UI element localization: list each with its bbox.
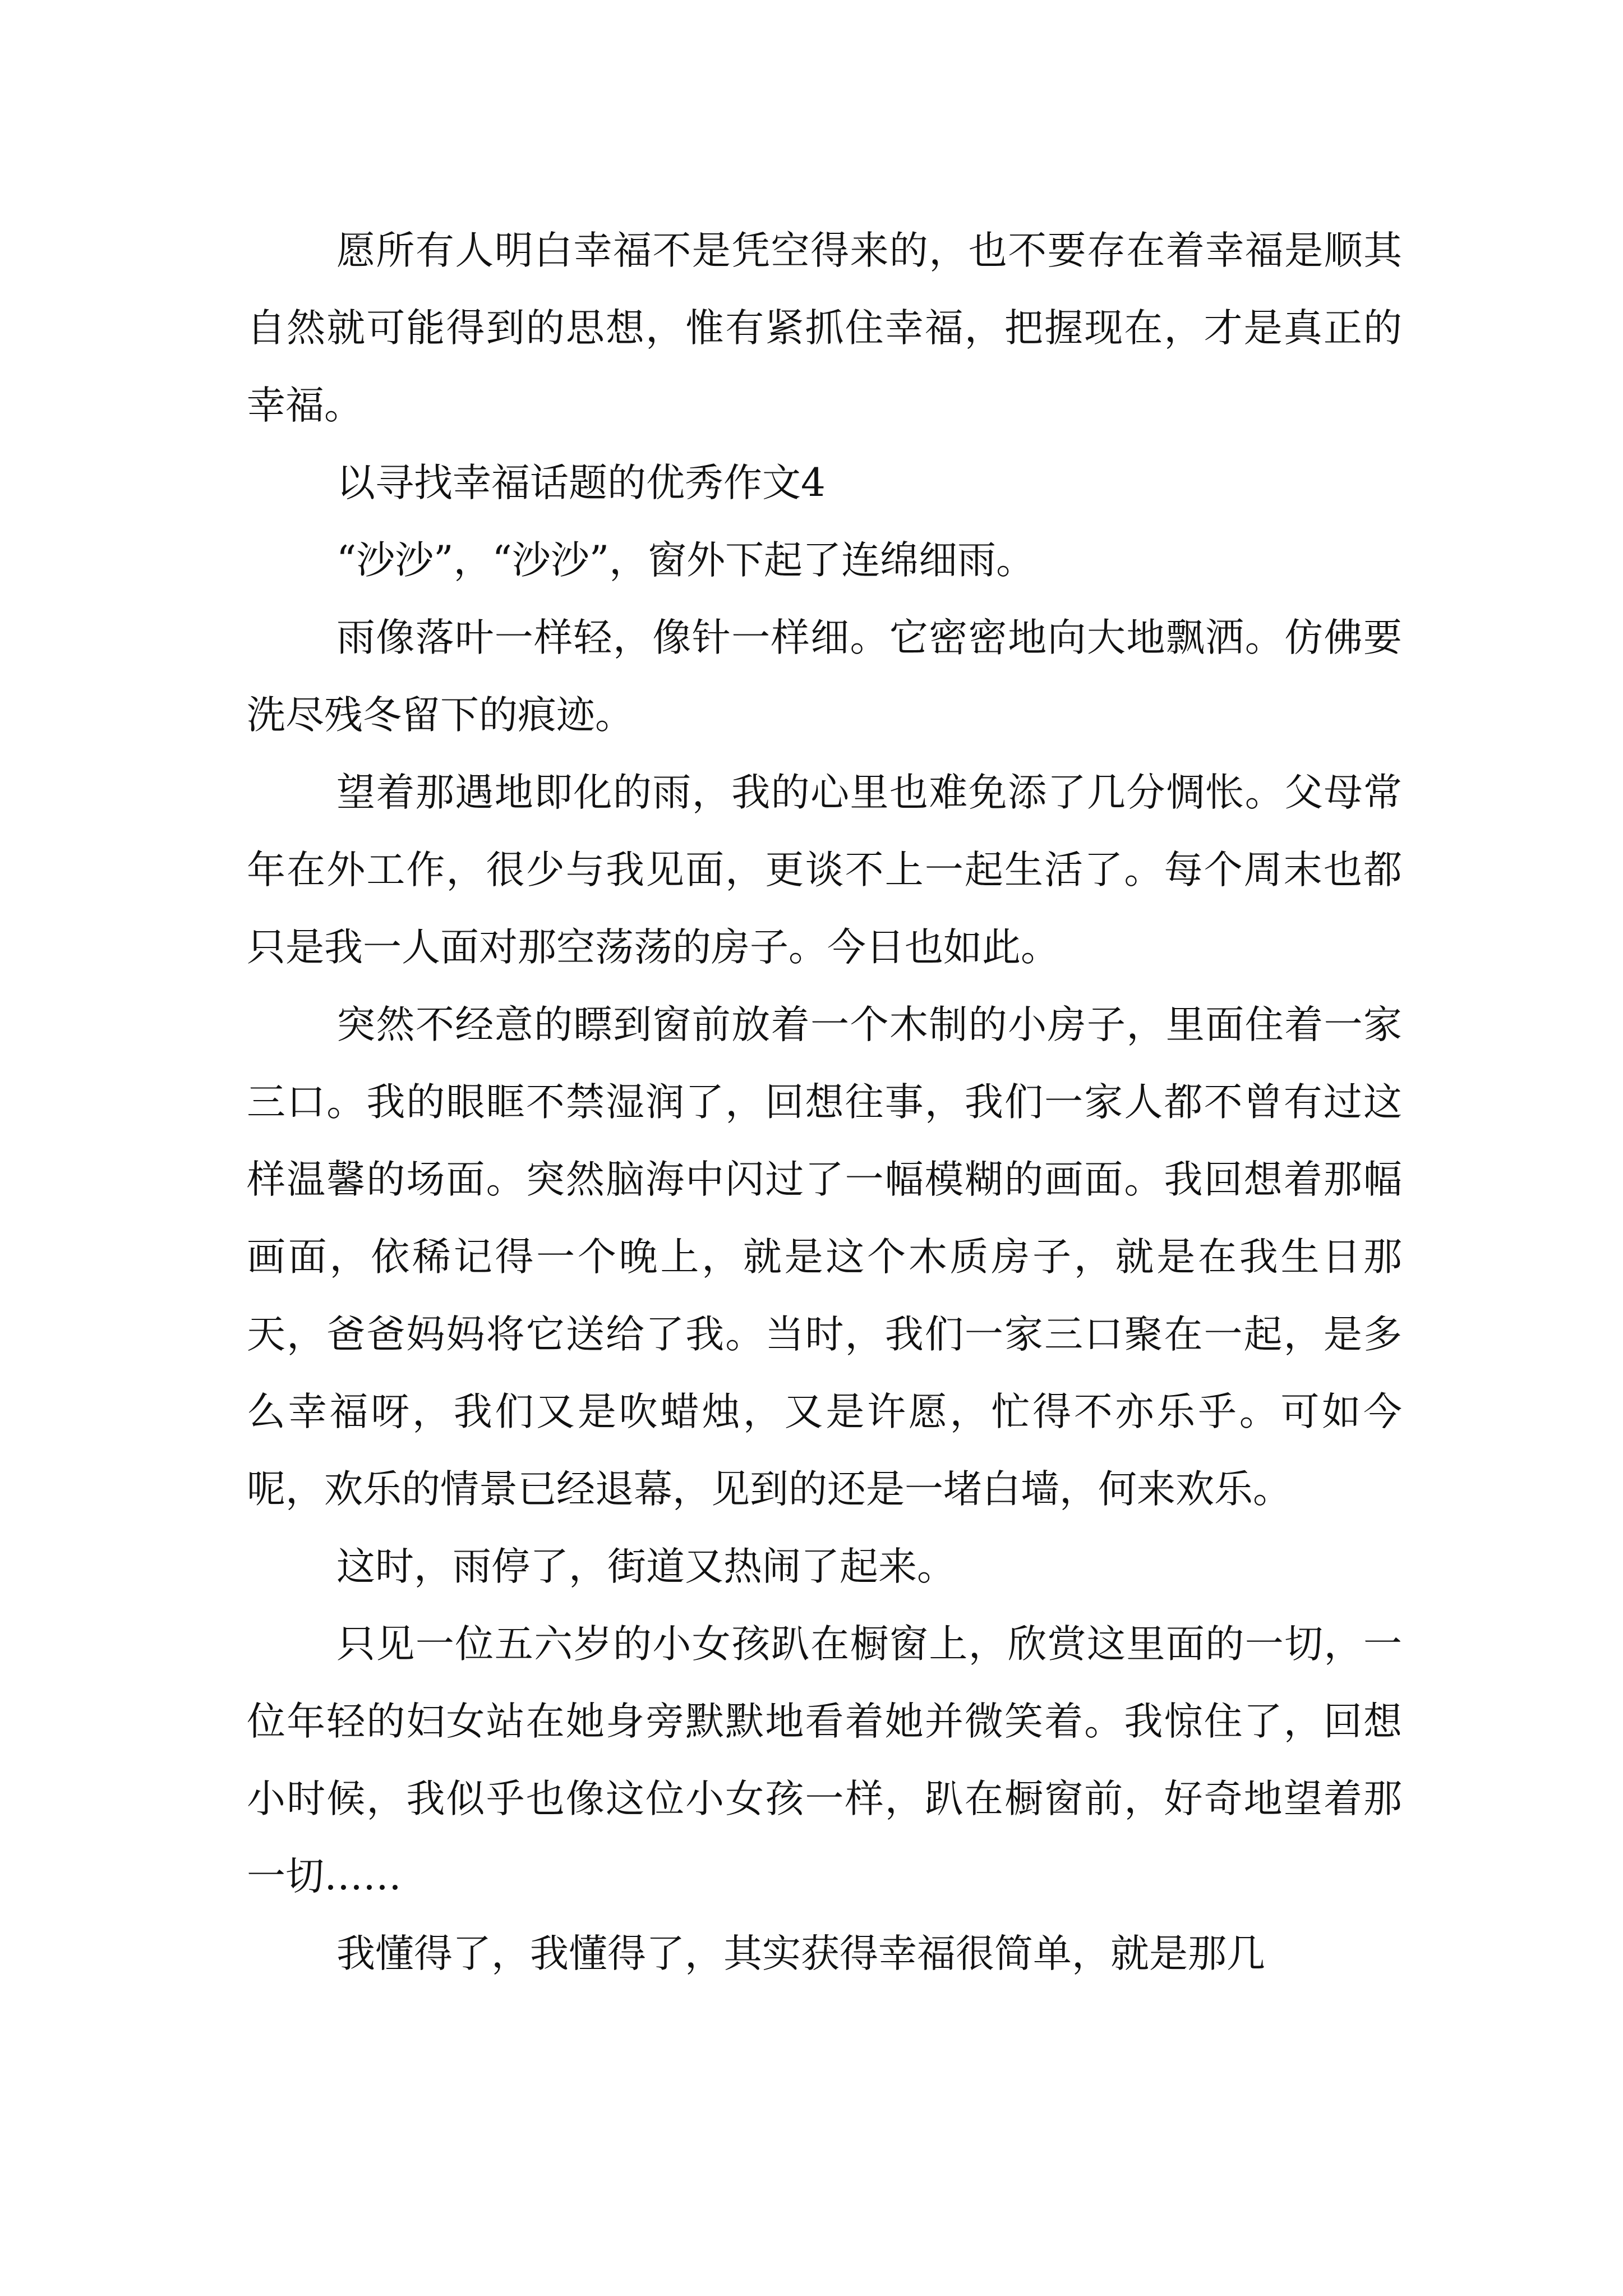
paragraph-2: “沙沙”，“沙沙”，窗外下起了连绵细雨。 xyxy=(336,538,1035,583)
section-heading: 以寻找幸福话题的优秀作文4 xyxy=(336,461,826,505)
paragraph-6: 这时，雨停了，街道又热闹了起来。 xyxy=(336,1544,956,1589)
paragraph-4: 望着那遇地即化的雨，我的心里也难免添了几分惆怅。父母常年在外工作，很少与我见面，更谈不上一起生活了。每个周末也都只是我一人面对那空荡荡的房子。今日也如此。 xyxy=(247,770,1402,970)
paragraph-5: 突然不经意的瞟到窗前放着一个木制的小房子，里面住着一家三口。我的眼眶不禁湿润了，回想往事，我们一家人都不曾有过这样温馨的场面。突然脑海中闪过了一幅模糊的画面。我回想着那幅画面，依稀记得一个晚上，就是这个木质房子，就是在我生日那天，爸爸妈妈将它送给了我。当时，我们一家三口聚在一起，是多么幸福呀，我们又是吹蜡烛，又是许愿，忙得不亦乐乎。可如今呢，欢乐的情景已经退幕，见到的还是一堵白墙，何来欢乐。 xyxy=(247,1002,1402,1512)
document-page xyxy=(247,212,1402,1993)
paragraph-8: 我懂得了，我懂得了，其实获得幸福很简单，就是那几 xyxy=(336,1931,1265,1976)
paragraph-7: 只见一位五六岁的小女孩趴在橱窗上，欣赏这里面的一切，一位年轻的妇女站在她身旁默默地看着她并微笑着。我惊住了，回想小时候，我似乎也像这位小女孩一样，趴在橱窗前，好奇地望着那一切…… xyxy=(247,1622,1402,1899)
paragraph-1: 愿所有人明白幸福不是凭空得来的，也不要存在着幸福是顺其自然就可能得到的思想，惟有紧抓住幸福，把握现在，才是真正的幸福。 xyxy=(247,228,1402,428)
paragraph-3: 雨像落叶一样轻，像针一样细。它密密地向大地飘洒。仿佛要洗尽残冬留下的痕迹。 xyxy=(247,615,1402,738)
